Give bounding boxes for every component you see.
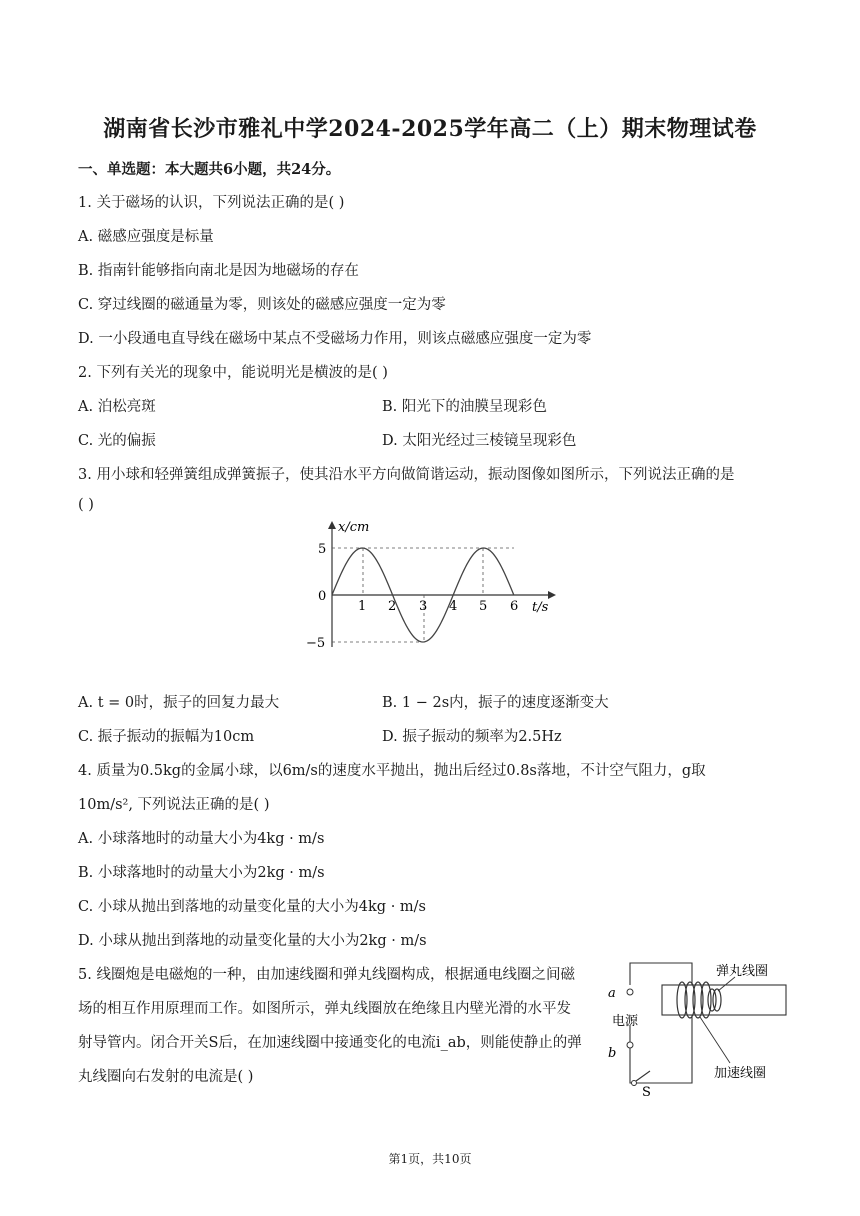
x-tick-4: 4 — [449, 599, 458, 614]
q2-option-b: B. 阳光下的油膜呈现彩色 — [382, 399, 547, 415]
label-switch: S — [642, 1085, 651, 1100]
q3-option-c: C. 振子振动的振幅为10cm — [78, 729, 255, 745]
x-tick-1: 1 — [358, 599, 367, 614]
y-tick-5: 5 — [318, 542, 327, 557]
vibration-graph — [300, 515, 560, 655]
label-terminal-b: b — [608, 1046, 617, 1061]
q3-option-a: A. t = 0时，振子的回复力最大 — [78, 695, 280, 711]
y-tick-neg5: −5 — [306, 636, 326, 651]
q1-option-d: D. 一小段通电直导线在磁场中某点不受磁场力作用，则该点磁感应强度一定为零 — [78, 331, 592, 347]
q4-option-b: B. 小球落地时的动量大小为2kg · m/s — [78, 865, 325, 881]
page-footer: 第1页，共10页 — [388, 1152, 472, 1166]
label-accel-coil: 加速线圈 — [714, 1066, 767, 1081]
x-tick-3: 3 — [419, 599, 428, 614]
q4-stem: 4. 质量为0.5kg的金属小球，以6m/s的速度水平抛出，抛出后经过0.8s落地，不计空气阻力，g取 — [78, 763, 706, 779]
coil-gun-figure — [600, 955, 790, 1100]
q3-option-d: D. 振子振动的频率为2.5Hz — [382, 729, 562, 745]
q1-option-c: C. 穿过线圈的磁通量为零，则该处的磁感应强度一定为零 — [78, 297, 446, 313]
x-tick-5: 5 — [479, 599, 488, 614]
q5-stem-line2: 场的相互作用原理而工作。如图所示，弹丸线圈放在绝缘且内壁光滑的水平发 — [78, 1001, 571, 1017]
q5-stem-line1: 5. 线圈炮是电磁炮的一种，由加速线圈和弹丸线圈构成，根据通电线圈之间磁 — [78, 967, 575, 983]
q2-option-a: A. 泊松亮斑 — [78, 399, 156, 415]
q5-stem-line4: 丸线圈向右发射的电流是( ) — [78, 1069, 254, 1085]
label-power-source: 电源 — [612, 1014, 639, 1029]
page-title: 湖南省长沙市雅礼中学2024-2025学年高二（上）期末物理试卷 — [103, 116, 757, 142]
label-terminal-a: a — [608, 986, 616, 1001]
label-bullet-coil: 弹丸线圈 — [716, 964, 769, 979]
q4-stem-cont: 10m/s², 下列说法正确的是( ) — [78, 797, 270, 813]
x-axis-label: t/s — [532, 600, 549, 615]
x-tick-2: 2 — [388, 599, 397, 614]
y-tick-0: 0 — [318, 589, 327, 604]
q4-option-c: C. 小球从抛出到落地的动量变化量的大小为4kg · m/s — [78, 899, 426, 915]
q2-option-c: C. 光的偏振 — [78, 433, 156, 449]
y-axis-label: x/cm — [338, 520, 370, 535]
q3-stem: 3. 用小球和轻弹簧组成弹簧振子，使其沿水平方向做简谐运动，振动图像如图所示，下列说法正确的是 — [78, 467, 735, 483]
q5-stem-line3: 射导管内。闭合开关S后，在加速线圈中接通变化的电流i_ab，则能使静止的弹 — [78, 1035, 582, 1051]
q3-option-b: B. 1 − 2s内，振子的速度逐渐变大 — [382, 695, 609, 711]
q2-stem: 2. 下列有关光的现象中，能说明光是横波的是( ) — [78, 365, 388, 381]
q1-stem: 1. 关于磁场的认识，下列说法正确的是( ) — [78, 195, 345, 211]
q4-option-a: A. 小球落地时的动量大小为4kg · m/s — [78, 831, 325, 847]
q1-option-b: B. 指南针能够指向南北是因为地磁场的存在 — [78, 263, 359, 279]
q4-option-d: D. 小球从抛出到落地的动量变化量的大小为2kg · m/s — [78, 933, 427, 949]
section-heading: 一、单选题：本大题共6小题，共24分。 — [78, 161, 341, 178]
x-tick-6: 6 — [510, 599, 519, 614]
q2-option-d: D. 太阳光经过三棱镜呈现彩色 — [382, 433, 577, 449]
q3-stem-paren: ( ) — [78, 497, 94, 513]
q1-option-a: A. 磁感应强度是标量 — [78, 229, 214, 245]
